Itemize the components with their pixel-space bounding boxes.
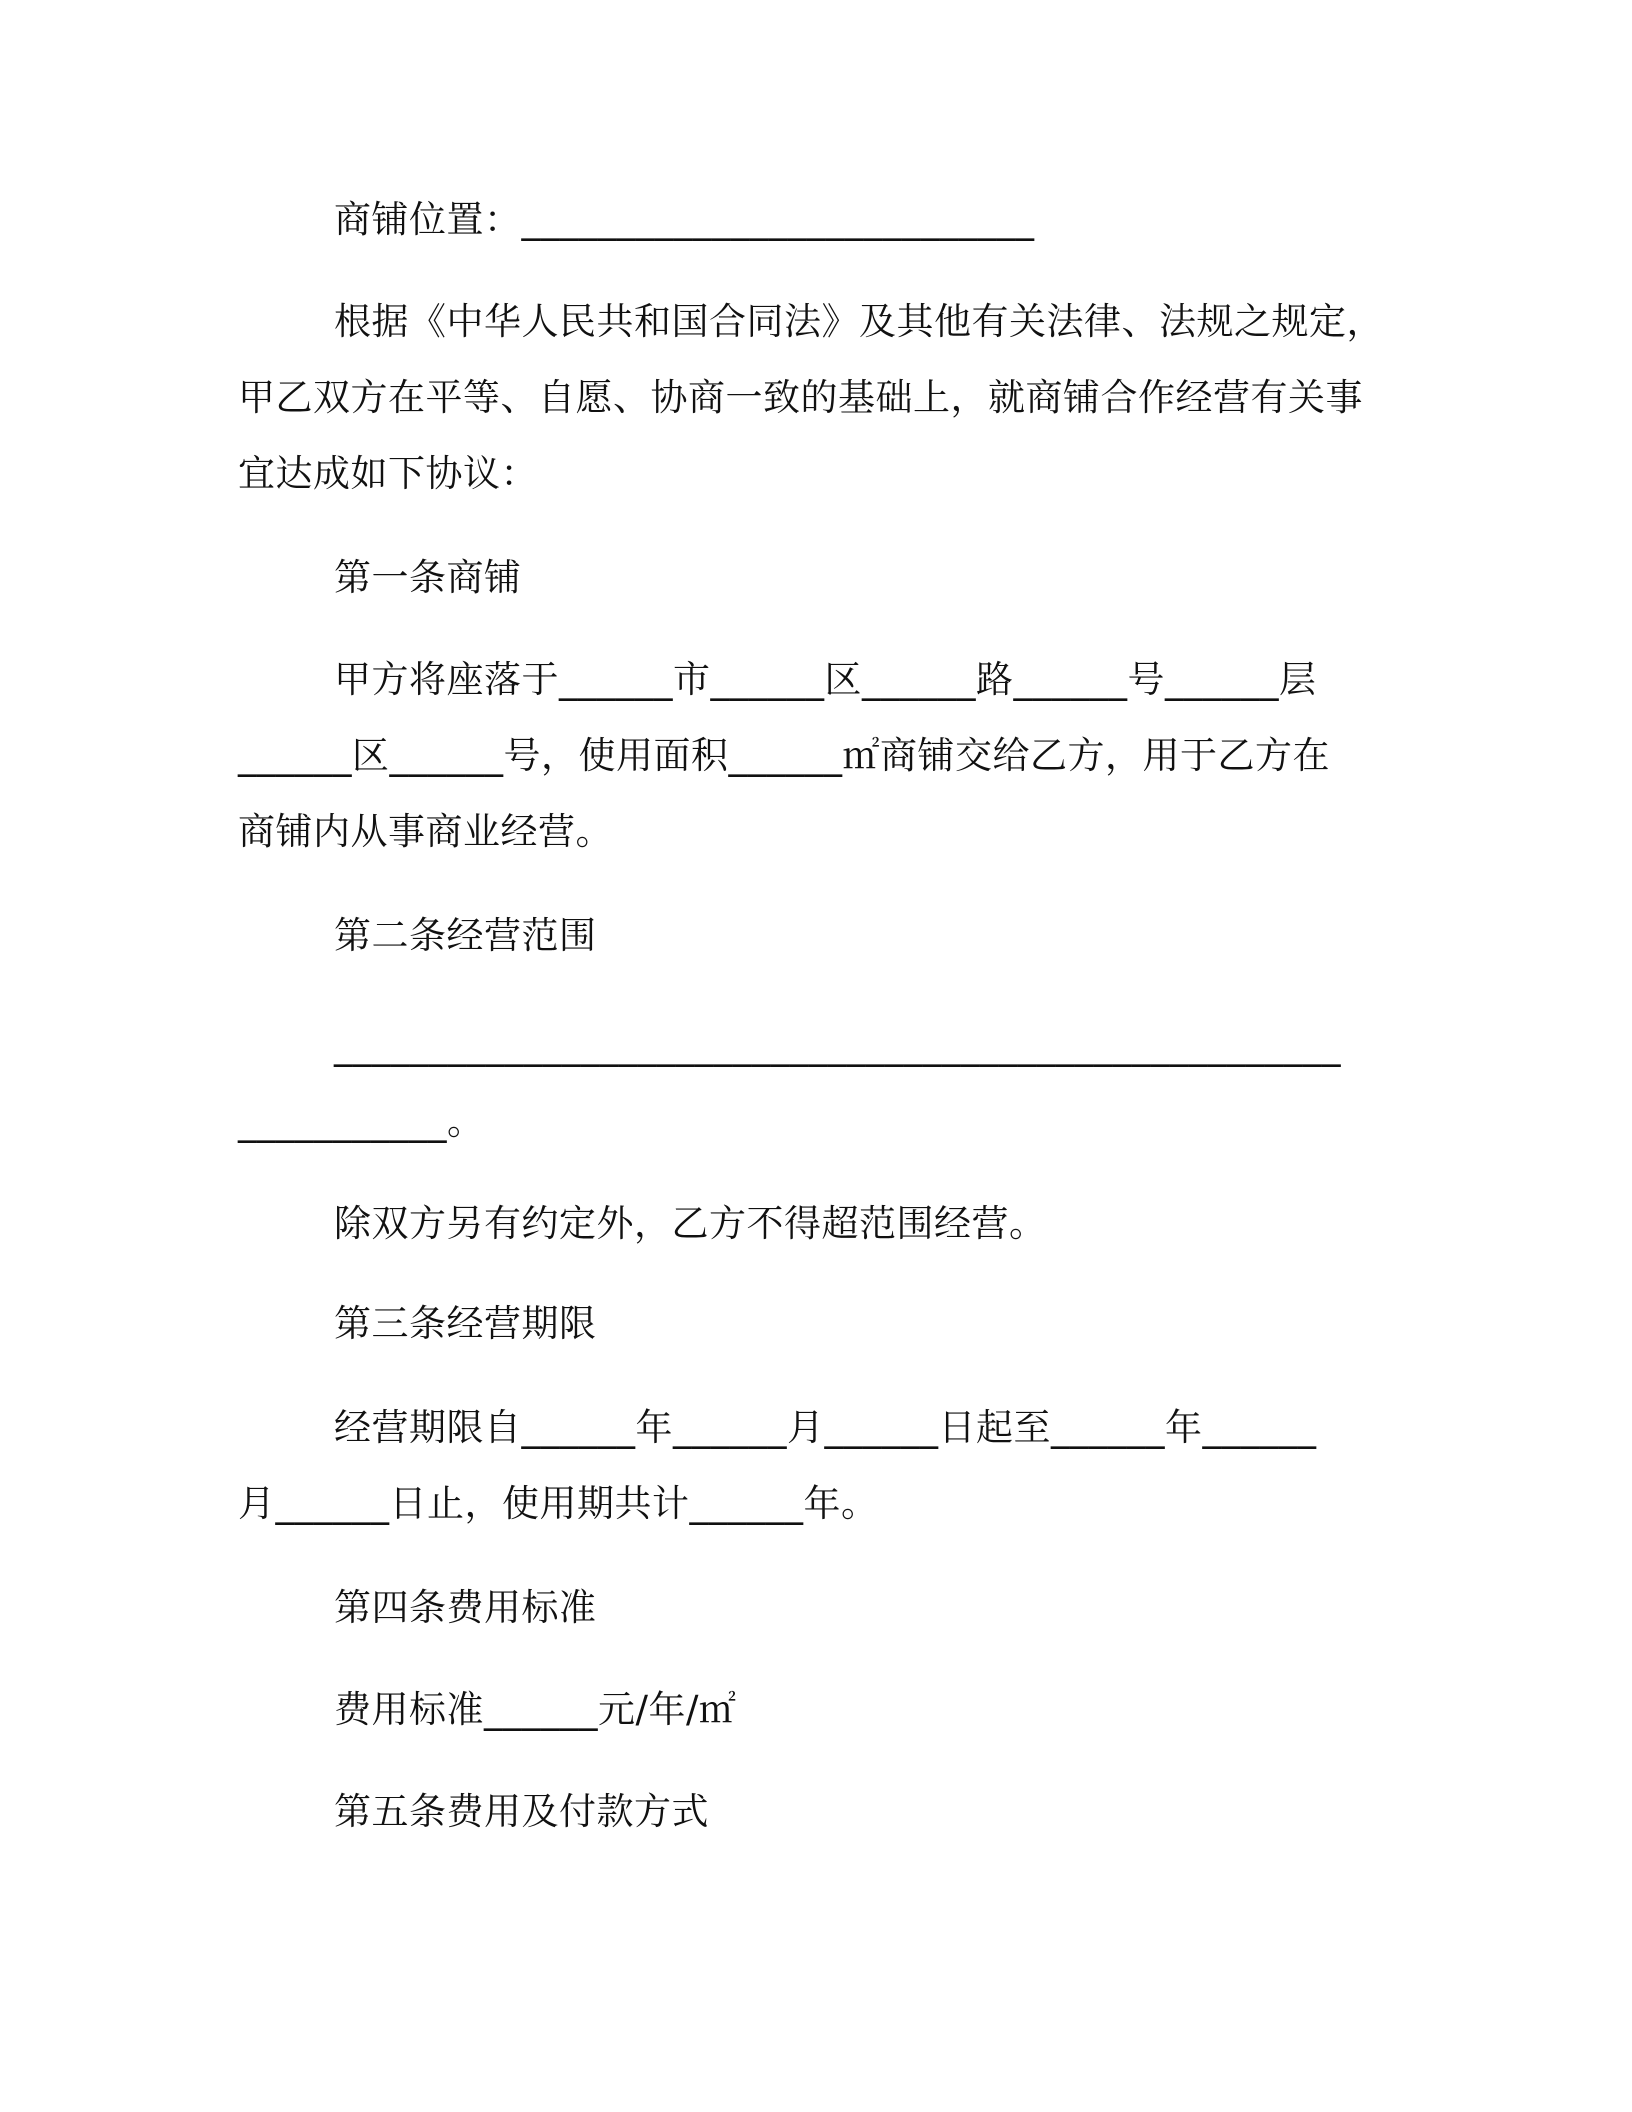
- article2-heading: 第二条经营范围: [334, 914, 597, 957]
- preamble-line-1: 根据《中华人民共和国合同法》及其他有关法律、法规之规定，: [334, 300, 1384, 343]
- article2-restriction: 除双方另有约定外，乙方不得超范围经营。: [334, 1202, 1047, 1245]
- article1-line-3: 商铺内从事商业经营。: [238, 810, 613, 853]
- preamble-line-3: 宜达成如下协议：: [238, 452, 538, 495]
- article3-heading: 第三条经营期限: [334, 1302, 597, 1345]
- article2-scope-blank-1: _____________________________________________________: [334, 1024, 1341, 1067]
- article1-heading: 第一条商铺: [334, 556, 522, 599]
- shop-location-line: 商铺位置：___________________________: [334, 198, 1035, 241]
- article4-heading: 第四条费用标准: [334, 1586, 597, 1629]
- article1-line-1: 甲方将座落于______市______区______路______号______层: [334, 658, 1317, 701]
- article1-line-2: ______区______号，使用面积______㎡商铺交给乙方，用于乙方在: [238, 734, 1330, 777]
- article3-line-2: 月______日止，使用期共计______年。: [238, 1482, 879, 1525]
- article2-scope-blank-2: ___________。: [238, 1100, 485, 1143]
- article3-line-1: 经营期限自______年______月______日起至______年______: [334, 1406, 1317, 1449]
- article5-heading: 第五条费用及付款方式: [334, 1790, 709, 1833]
- preamble-line-2: 甲乙双方在平等、自愿、协商一致的基础上，就商铺合作经营有关事: [238, 376, 1363, 419]
- article4-line-1: 费用标准______元/年/㎡: [334, 1688, 737, 1731]
